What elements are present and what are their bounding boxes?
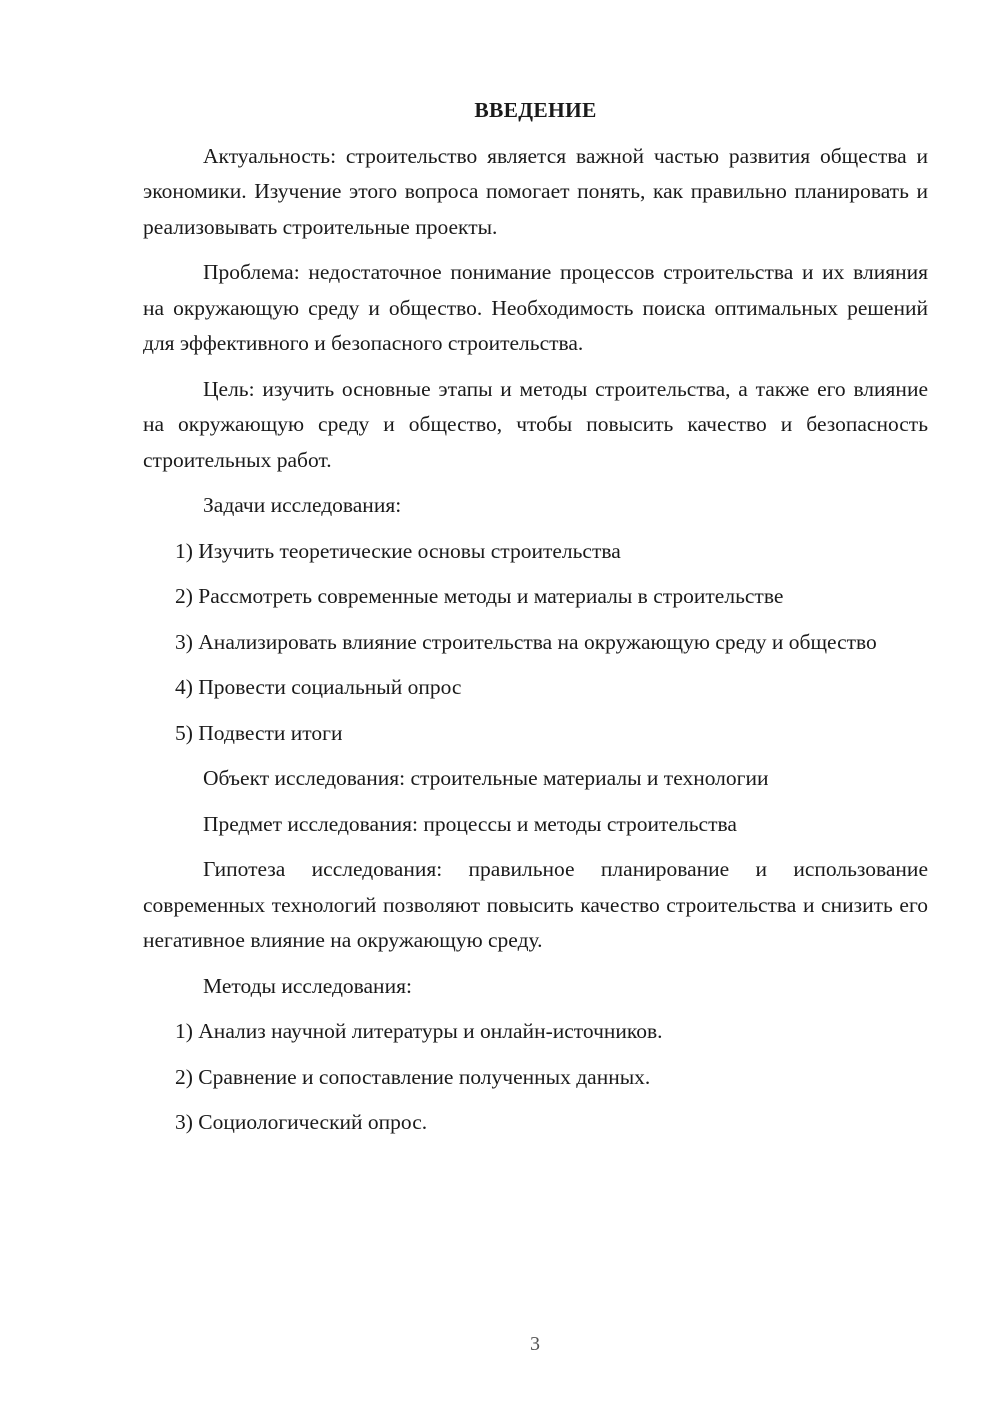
tasks-heading: Задачи исследования: [203,493,402,517]
tasks-list [143,534,928,752]
page-number: 3 [530,1333,540,1355]
relevance-paragraph: Актуальность: строительство является важной частью развития общества и экономики. Изучение этого вопроса помогает понять, как правильно планировать и реализовывать строительные проекты. [143,143,928,239]
method-item: 3) Социологический опрос. [175,1110,428,1134]
problem-paragraph: Проблема: недостаточное понимание процессов строительства и их влияния на окружающую среду и общество. Необходимость поиска оптимальных решений для эффективного и безопасного строительства. [143,260,928,355]
task-item: 5) Подвести итоги [175,720,343,745]
task-item: 4) Провести социальный опрос [175,675,462,699]
object-paragraph: Объект исследования: строительные материалы и технологии [203,766,769,790]
section-title: ВВЕДЕНИЕ [474,98,597,122]
goal-paragraph: Цель: изучить основные этапы и методы строительства, а также его влияние на окружающую среду и общество, чтобы повысить качество и безопасность строительных работ. [143,376,928,472]
task-item: 1) Изучить теоретические основы строительства [175,538,621,563]
method-item: 1) Анализ научной литературы и онлайн-источников. [175,1019,663,1043]
document-page [143,93,928,1151]
method-item: 2) Сравнение и сопоставление полученных данных. [175,1064,651,1089]
task-item: 2) Рассмотреть современные методы и материалы в строительстве [175,584,784,608]
subject-paragraph: Предмет исследования: процессы и методы строительства [203,811,737,836]
methods-heading: Методы исследования: [203,973,412,998]
hypothesis-paragraph: Гипотеза исследования: правильное планирование и использование современных технологий позволяют повысить качество строительства и снизить его негативное влияние на окружающую среду. [143,857,928,952]
task-item: 3) Анализировать влияние строительства на окружающую среду и общество [175,629,877,654]
methods-list [143,1014,928,1141]
